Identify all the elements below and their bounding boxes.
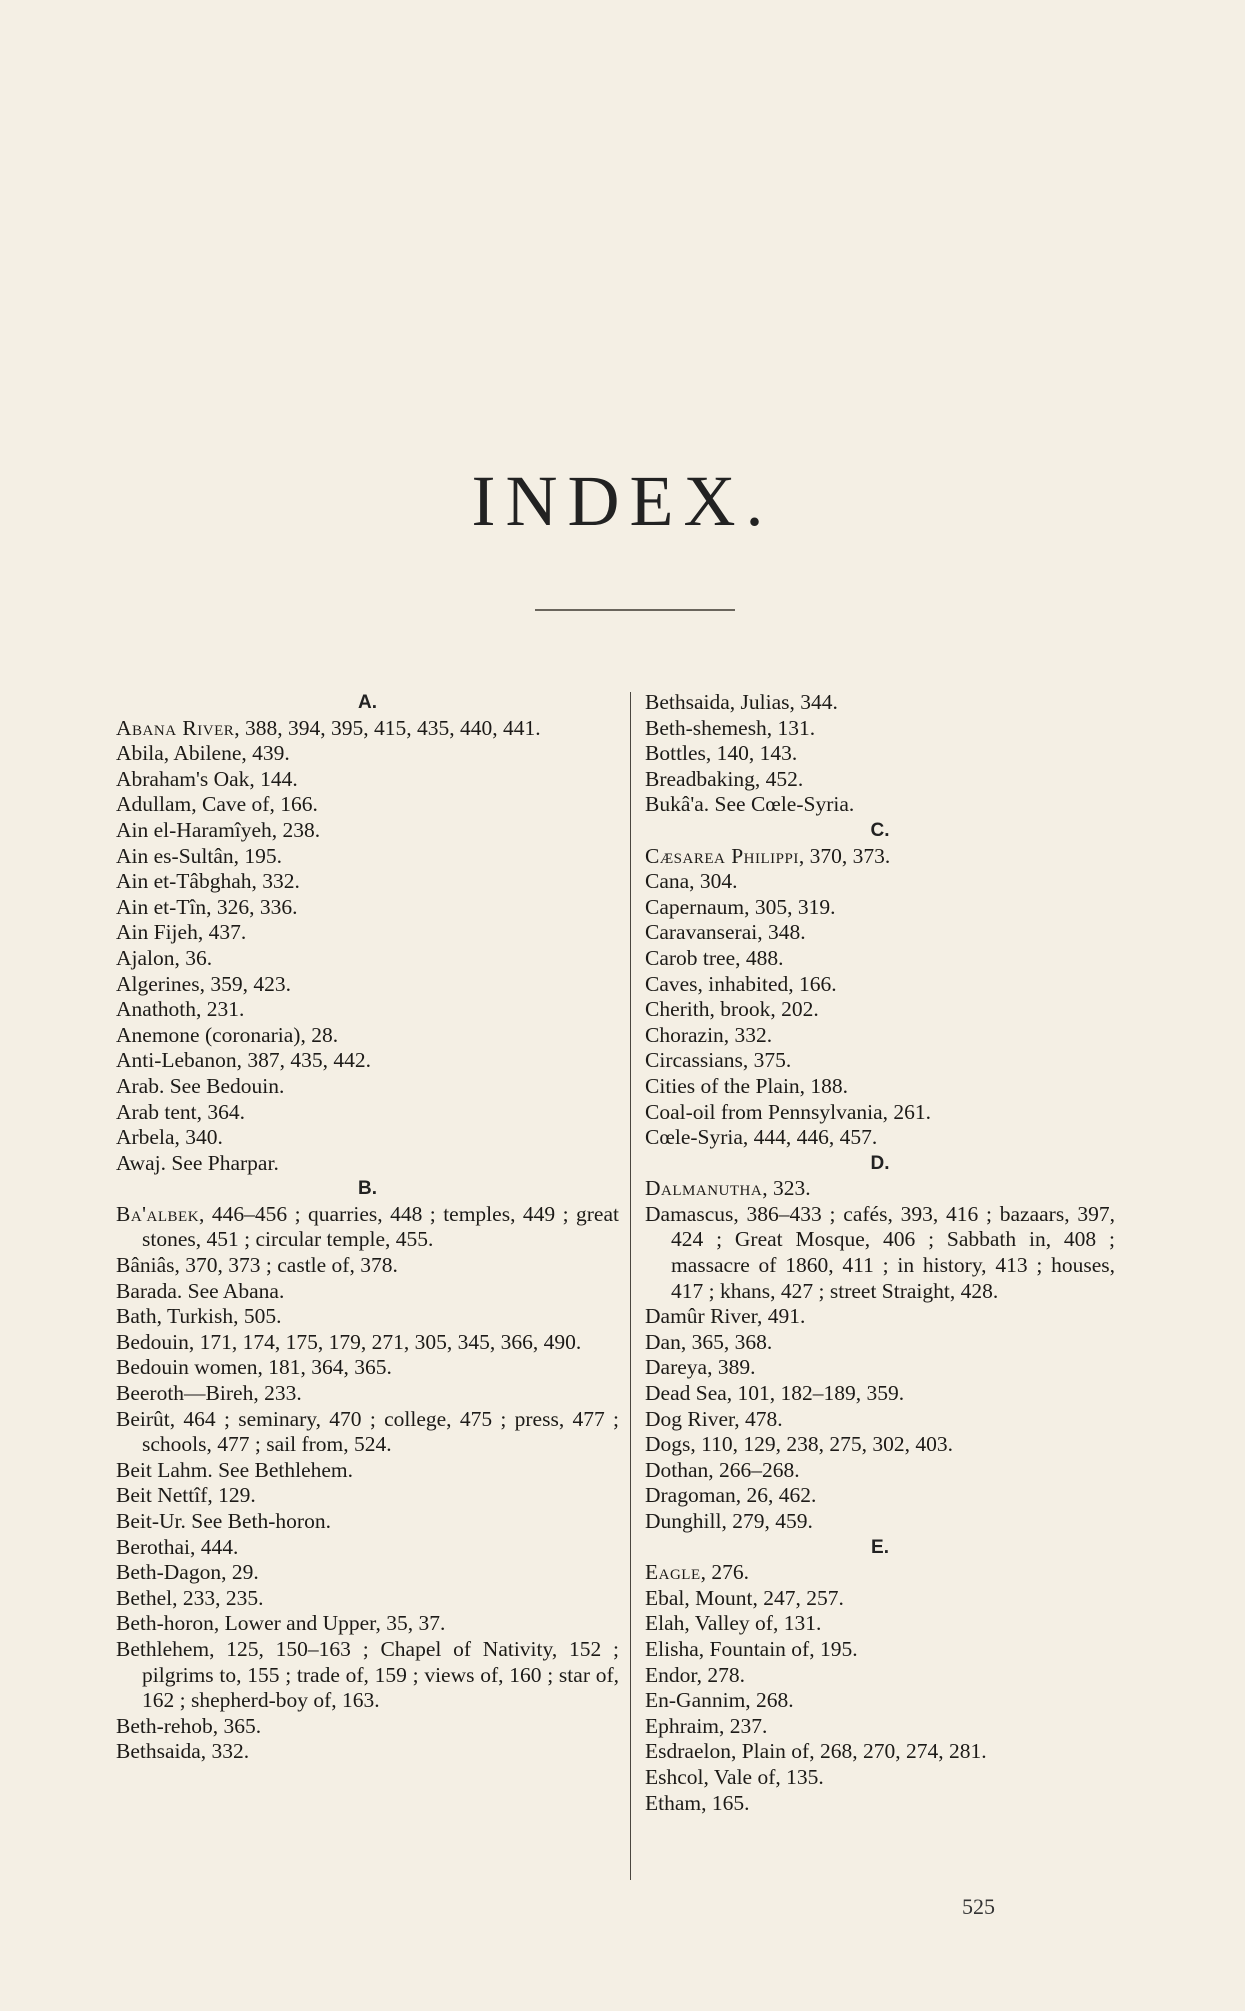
index-entry-text: Bukâ'a. See Cœle-Syria. <box>645 792 855 817</box>
index-entry <box>645 690 1115 716</box>
index-entry-text: Beit Nettîf, 129. <box>116 1483 256 1508</box>
index-entry <box>645 1202 1115 1304</box>
index-entry-text: Dead Sea, 101, 182–189, 359. <box>645 1381 905 1406</box>
index-entry-text: Ain es-Sultân, 195. <box>116 843 283 868</box>
index-entry-text: Beit-Ur. See Beth-horon. <box>116 1509 331 1533</box>
index-entry-text: Algerines, 359, 423. <box>116 971 291 996</box>
section-letter-heading: A. <box>358 692 377 713</box>
index-entry-text: , 323. <box>762 1176 811 1201</box>
index-entry-text: Cana, 304. <box>645 869 738 894</box>
index-entry-text: Caves, inhabited, 166. <box>645 971 837 996</box>
index-entry-text: Dan, 365, 368. <box>645 1329 773 1354</box>
index-entry <box>645 1074 1115 1100</box>
index-entry <box>645 1714 1115 1740</box>
index-entry-text: En-Gannim, 268. <box>645 1688 794 1713</box>
index-entry <box>116 946 619 972</box>
index-entry-text: Coal-oil from Pennsylvania, 261. <box>645 1099 932 1124</box>
index-entry-lead-term: Abana River <box>116 715 235 740</box>
index-entry <box>645 1407 1115 1433</box>
index-entry <box>645 1637 1115 1663</box>
index-entry <box>116 920 619 946</box>
index-entry-text: Beeroth—Bireh, 233. <box>116 1381 302 1406</box>
index-entry-text: Dog River, 478. <box>645 1406 783 1431</box>
index-entry <box>116 1023 619 1049</box>
index-entry <box>645 844 1115 870</box>
index-entry-text: Ain el-Haramîyeh, 238. <box>116 817 321 842</box>
index-entry-lead-term: Ba'albek <box>116 1201 200 1226</box>
index-entry <box>116 895 619 921</box>
index-entry <box>645 1355 1115 1381</box>
index-entry-text: Bedouin women, 181, 364, 365. <box>116 1355 392 1380</box>
index-entry <box>645 1483 1115 1509</box>
index-entry <box>116 1586 619 1612</box>
index-entry <box>645 1688 1115 1714</box>
index-entry-text: Dareya, 389. <box>645 1355 756 1380</box>
index-entry <box>645 920 1115 946</box>
index-entry-text: Ebal, Mount, 247, 257. <box>645 1585 844 1610</box>
index-entry <box>645 1381 1115 1407</box>
index-entry <box>116 1100 619 1126</box>
index-entry-text: Arab. See Bedouin. <box>116 1073 285 1098</box>
index-entry <box>116 869 619 895</box>
index-entry-text: Beit Lahm. See Bethlehem. <box>116 1457 354 1482</box>
index-entry-text: Dragoman, 26, 462. <box>645 1483 817 1508</box>
index-entry-text: Awaj. See Pharpar. <box>116 1150 279 1175</box>
index-entry-text: Eshcol, Vale of, 135. <box>645 1764 824 1789</box>
index-entry <box>116 1637 619 1714</box>
index-entry-text: Cœle-Syria, 444, 446, 457. <box>645 1125 878 1150</box>
index-entry-text: , 388, 394, 395, 415, 435, 440, 441. <box>234 715 541 740</box>
index-entry <box>116 1202 619 1253</box>
index-entry <box>116 1381 619 1407</box>
index-entry <box>645 1304 1115 1330</box>
index-entry-text: Ain et-Tîn, 326, 336. <box>116 894 298 919</box>
index-entry <box>645 1023 1115 1049</box>
index-entry-text: Damascus, 386–433 ; cafés, 393, 416 ; bazaars, 397, 424 ; Great Mosque, 406 ; Sabbath in, 408 ; massacre of 1860, 411 ; in history, 413 ; houses, 417 ; khans, 427 ; street Straight, 428. <box>645 1201 1115 1303</box>
index-entry <box>645 1432 1115 1458</box>
index-entry-text: Endor, 278. <box>645 1662 746 1687</box>
index-entry <box>116 997 619 1023</box>
index-entry-text: Cherith, brook, 202. <box>645 997 819 1022</box>
index-entry-text: Berothai, 444. <box>116 1534 239 1559</box>
index-entry-text: Bath, Turkish, 505. <box>116 1304 282 1329</box>
index-entry <box>116 767 619 793</box>
index-entry-text: Bethsaida, 332. <box>116 1739 250 1764</box>
index-entry-lead-term: Eagle <box>645 1560 701 1585</box>
index-entry-text: Elah, Valley of, 131. <box>645 1611 822 1636</box>
index-entry <box>645 1765 1115 1791</box>
index-entry <box>645 1125 1115 1151</box>
index-entry <box>645 1791 1115 1817</box>
index-entry-text: Anti-Lebanon, 387, 435, 442. <box>116 1048 371 1073</box>
index-entry-text: Beth-rehob, 365. <box>116 1713 262 1738</box>
section-letter-heading: D. <box>870 1152 890 1174</box>
index-entry-text: Arab tent, 364. <box>116 1099 245 1124</box>
index-entry-text: Carob tree, 488. <box>645 945 784 970</box>
index-entry-text: Bâniâs, 370, 373 ; castle of, 378. <box>116 1253 398 1278</box>
index-entry <box>645 972 1115 998</box>
index-entry-text: Ajalon, 36. <box>116 945 213 970</box>
index-entry <box>116 792 619 818</box>
index-entry-text: Adullam, Cave of, 166. <box>116 792 318 817</box>
index-entry-text: Ain et-Tâbghah, 332. <box>116 869 300 894</box>
index-entry <box>116 1407 619 1458</box>
index-entry <box>645 1586 1115 1612</box>
page-number: 525 <box>962 1894 995 1919</box>
index-entry <box>116 1535 619 1561</box>
index-entry <box>116 1714 619 1740</box>
index-entry-lead-term: Cæsarea Philippi <box>645 843 799 868</box>
index-entry-text: Capernaum, 305, 319. <box>645 894 836 919</box>
index-entry <box>645 1560 1115 1586</box>
index-entry <box>645 1176 1115 1202</box>
index-column-right <box>645 690 1115 1816</box>
index-entry-text: Elisha, Fountain of, 195. <box>645 1636 858 1661</box>
index-entry <box>645 792 1115 818</box>
index-entry-text: Ephraim, 237. <box>645 1713 768 1738</box>
index-entry <box>645 741 1115 767</box>
index-entry <box>116 1253 619 1279</box>
index-entry-text: Bethlehem, 125, 150–163 ; Chapel of Nativity, 152 ; pilgrims to, 155 ; trade of, 159 ; views of, 160 ; star of, 162 ; shepherd-boy of, 163. <box>116 1636 619 1713</box>
index-entry <box>116 1560 619 1586</box>
index-entry <box>116 1355 619 1381</box>
index-entry-text: Beth-horon, Lower and Upper, 35, 37. <box>116 1611 446 1636</box>
index-entry-text: Bethsaida, Julias, 344. <box>645 690 838 714</box>
index-entry <box>645 1509 1115 1535</box>
index-entry <box>645 946 1115 972</box>
index-entry-text: Dunghill, 279, 459. <box>645 1509 813 1533</box>
index-entry <box>645 716 1115 742</box>
index-entry <box>645 1739 1115 1765</box>
index-entry-text: Esdraelon, Plain of, 268, 270, 274, 281. <box>645 1739 987 1764</box>
index-entry <box>645 1458 1115 1484</box>
index-entry <box>116 1611 619 1637</box>
index-column-left <box>116 690 619 1765</box>
index-entry <box>116 1458 619 1484</box>
index-entry-text: Circassians, 375. <box>645 1048 792 1073</box>
index-entry-text: Beirût, 464 ; seminary, 470 ; college, 475 ; press, 477 ; schools, 477 ; sail from, 524. <box>116 1406 619 1457</box>
index-entry-text: Chorazin, 332. <box>645 1022 773 1047</box>
index-entry <box>116 844 619 870</box>
index-entry <box>645 997 1115 1023</box>
index-entry <box>645 767 1115 793</box>
index-entry-lead-term: Dalmanutha <box>645 1176 763 1201</box>
index-entry-text: Breadbaking, 452. <box>645 766 804 791</box>
index-entry-text: Beth-Dagon, 29. <box>116 1560 259 1585</box>
index-entry-text: , 276. <box>700 1560 749 1585</box>
index-entry <box>645 1100 1115 1126</box>
index-entry <box>116 972 619 998</box>
index-entry <box>116 1304 619 1330</box>
index-entry <box>116 1279 619 1305</box>
index-entry-text: Bottles, 140, 143. <box>645 741 798 766</box>
index-entry-text: Ain Fijeh, 437. <box>116 920 247 945</box>
index-entry-text: Cities of the Plain, 188. <box>645 1073 849 1098</box>
index-entry-text: Dothan, 266–268. <box>645 1457 800 1482</box>
section-letter-heading: E. <box>871 1536 889 1558</box>
index-entry <box>645 1048 1115 1074</box>
index-entry <box>645 869 1115 895</box>
index-entry <box>116 1125 619 1151</box>
index-entry-text: Bedouin, 171, 174, 175, 179, 271, 305, 345, 366, 490. <box>116 1329 582 1354</box>
index-entry <box>116 741 619 767</box>
index-entry <box>116 1151 619 1177</box>
index-entry <box>116 1074 619 1100</box>
index-entry <box>116 1330 619 1356</box>
index-entry-text: Anemone (coronaria), 28. <box>116 1022 339 1047</box>
index-entry-text: Damûr River, 491. <box>645 1304 806 1329</box>
section-letter-heading: B. <box>358 1178 377 1200</box>
index-entry-text: Caravanserai, 348. <box>645 920 806 945</box>
index-entry-text: Beth-shemesh, 131. <box>645 715 816 740</box>
index-entry-text: Abila, Abilene, 439. <box>116 741 290 766</box>
index-entry <box>116 1739 619 1765</box>
index-entry <box>645 1663 1115 1689</box>
index-entry-text: Bethel, 233, 235. <box>116 1585 264 1610</box>
index-entry <box>645 1611 1115 1637</box>
section-letter-heading: C. <box>870 819 890 841</box>
index-entry <box>645 895 1115 921</box>
index-entry-text: Anathoth, 231. <box>116 997 245 1022</box>
page-title: INDEX. <box>471 461 774 541</box>
index-entry-text: Dogs, 110, 129, 238, 275, 302, 403. <box>645 1432 953 1457</box>
index-entry-text: Barada. See Abana. <box>116 1278 285 1303</box>
column-divider <box>630 692 631 1880</box>
index-entry <box>116 1509 619 1535</box>
index-entry <box>116 716 619 742</box>
index-entry-text: Arbela, 340. <box>116 1125 223 1150</box>
index-entry-text: , 370, 373. <box>798 843 891 868</box>
index-entry-text: Abraham's Oak, 144. <box>116 766 298 791</box>
index-entry <box>116 818 619 844</box>
title-rule <box>535 609 735 611</box>
index-entry <box>645 1330 1115 1356</box>
index-entry <box>116 1483 619 1509</box>
index-entry <box>116 1048 619 1074</box>
index-entry-text: Etham, 165. <box>645 1790 750 1815</box>
index-entry-text: , 446–456 ; quarries, 448 ; temples, 449 ; great stones, 451 ; circular temple, 455. <box>142 1201 619 1252</box>
